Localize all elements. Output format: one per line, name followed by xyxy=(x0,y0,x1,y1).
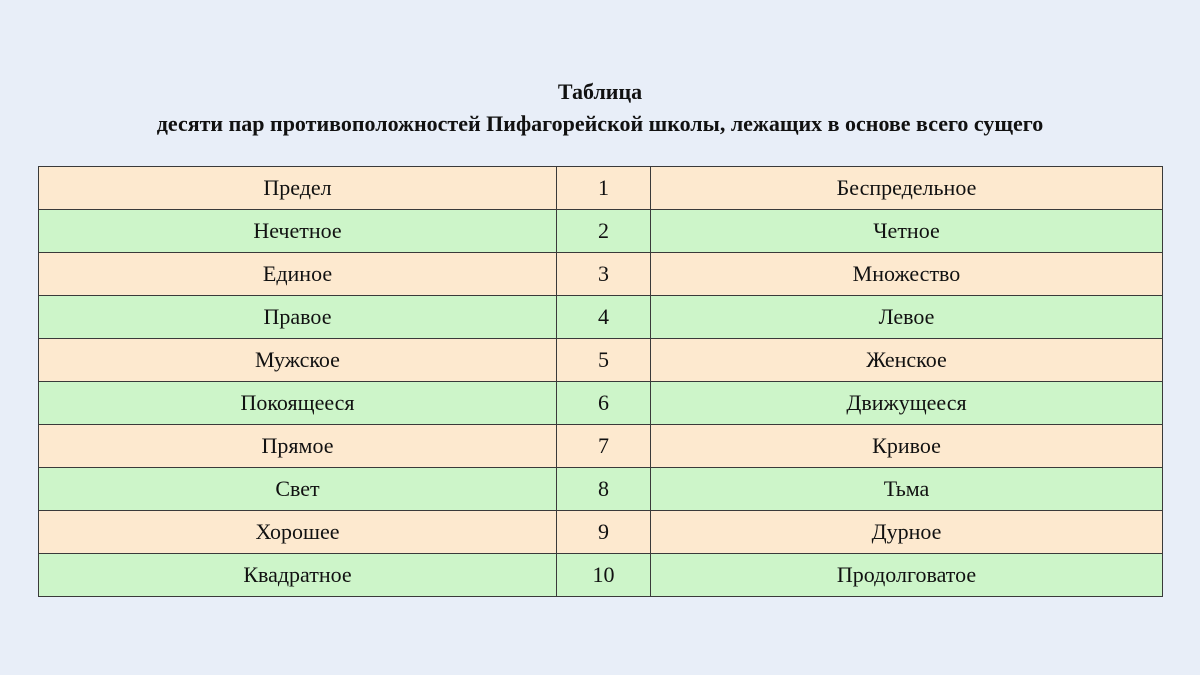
left-cell: Правое xyxy=(39,296,557,339)
table-row xyxy=(39,167,1163,210)
number-cell: 10 xyxy=(557,554,651,597)
right-cell: Движущееся xyxy=(651,382,1163,425)
left-cell: Хорошее xyxy=(39,511,557,554)
number-cell: 4 xyxy=(557,296,651,339)
number-cell: 8 xyxy=(557,468,651,511)
left-cell: Покоящееся xyxy=(39,382,557,425)
table-row xyxy=(39,339,1163,382)
table-row xyxy=(39,554,1163,597)
right-cell: Дурное xyxy=(651,511,1163,554)
right-cell: Беспредельное xyxy=(651,167,1163,210)
number-cell: 2 xyxy=(557,210,651,253)
left-cell: Прямое xyxy=(39,425,557,468)
table-row xyxy=(39,210,1163,253)
title-line-2: десяти пар противоположностей Пифагорейской школы, лежащих в основе всего сущего xyxy=(156,111,1044,136)
number-cell: 7 xyxy=(557,425,651,468)
table-row xyxy=(39,296,1163,339)
right-cell: Кривое xyxy=(651,425,1163,468)
number-cell: 1 xyxy=(557,167,651,210)
right-cell: Множество xyxy=(651,253,1163,296)
number-cell: 9 xyxy=(557,511,651,554)
right-cell: Четное xyxy=(651,210,1163,253)
opposites-table xyxy=(38,166,1163,597)
right-cell: Левое xyxy=(651,296,1163,339)
left-cell: Свет xyxy=(39,468,557,511)
right-cell: Продолговатое xyxy=(651,554,1163,597)
table-row xyxy=(39,253,1163,296)
title-line-1: Таблица xyxy=(557,79,643,104)
right-cell: Женское xyxy=(651,339,1163,382)
left-cell: Мужское xyxy=(39,339,557,382)
number-cell: 6 xyxy=(557,382,651,425)
table-row xyxy=(39,425,1163,468)
left-cell: Нечетное xyxy=(39,210,557,253)
left-cell: Квадратное xyxy=(39,554,557,597)
table-row xyxy=(39,382,1163,425)
left-cell: Единое xyxy=(39,253,557,296)
number-cell: 5 xyxy=(557,339,651,382)
page-title xyxy=(0,76,1200,140)
number-cell: 3 xyxy=(557,253,651,296)
table-row xyxy=(39,468,1163,511)
table-row xyxy=(39,511,1163,554)
left-cell: Предел xyxy=(39,167,557,210)
right-cell: Тьма xyxy=(651,468,1163,511)
